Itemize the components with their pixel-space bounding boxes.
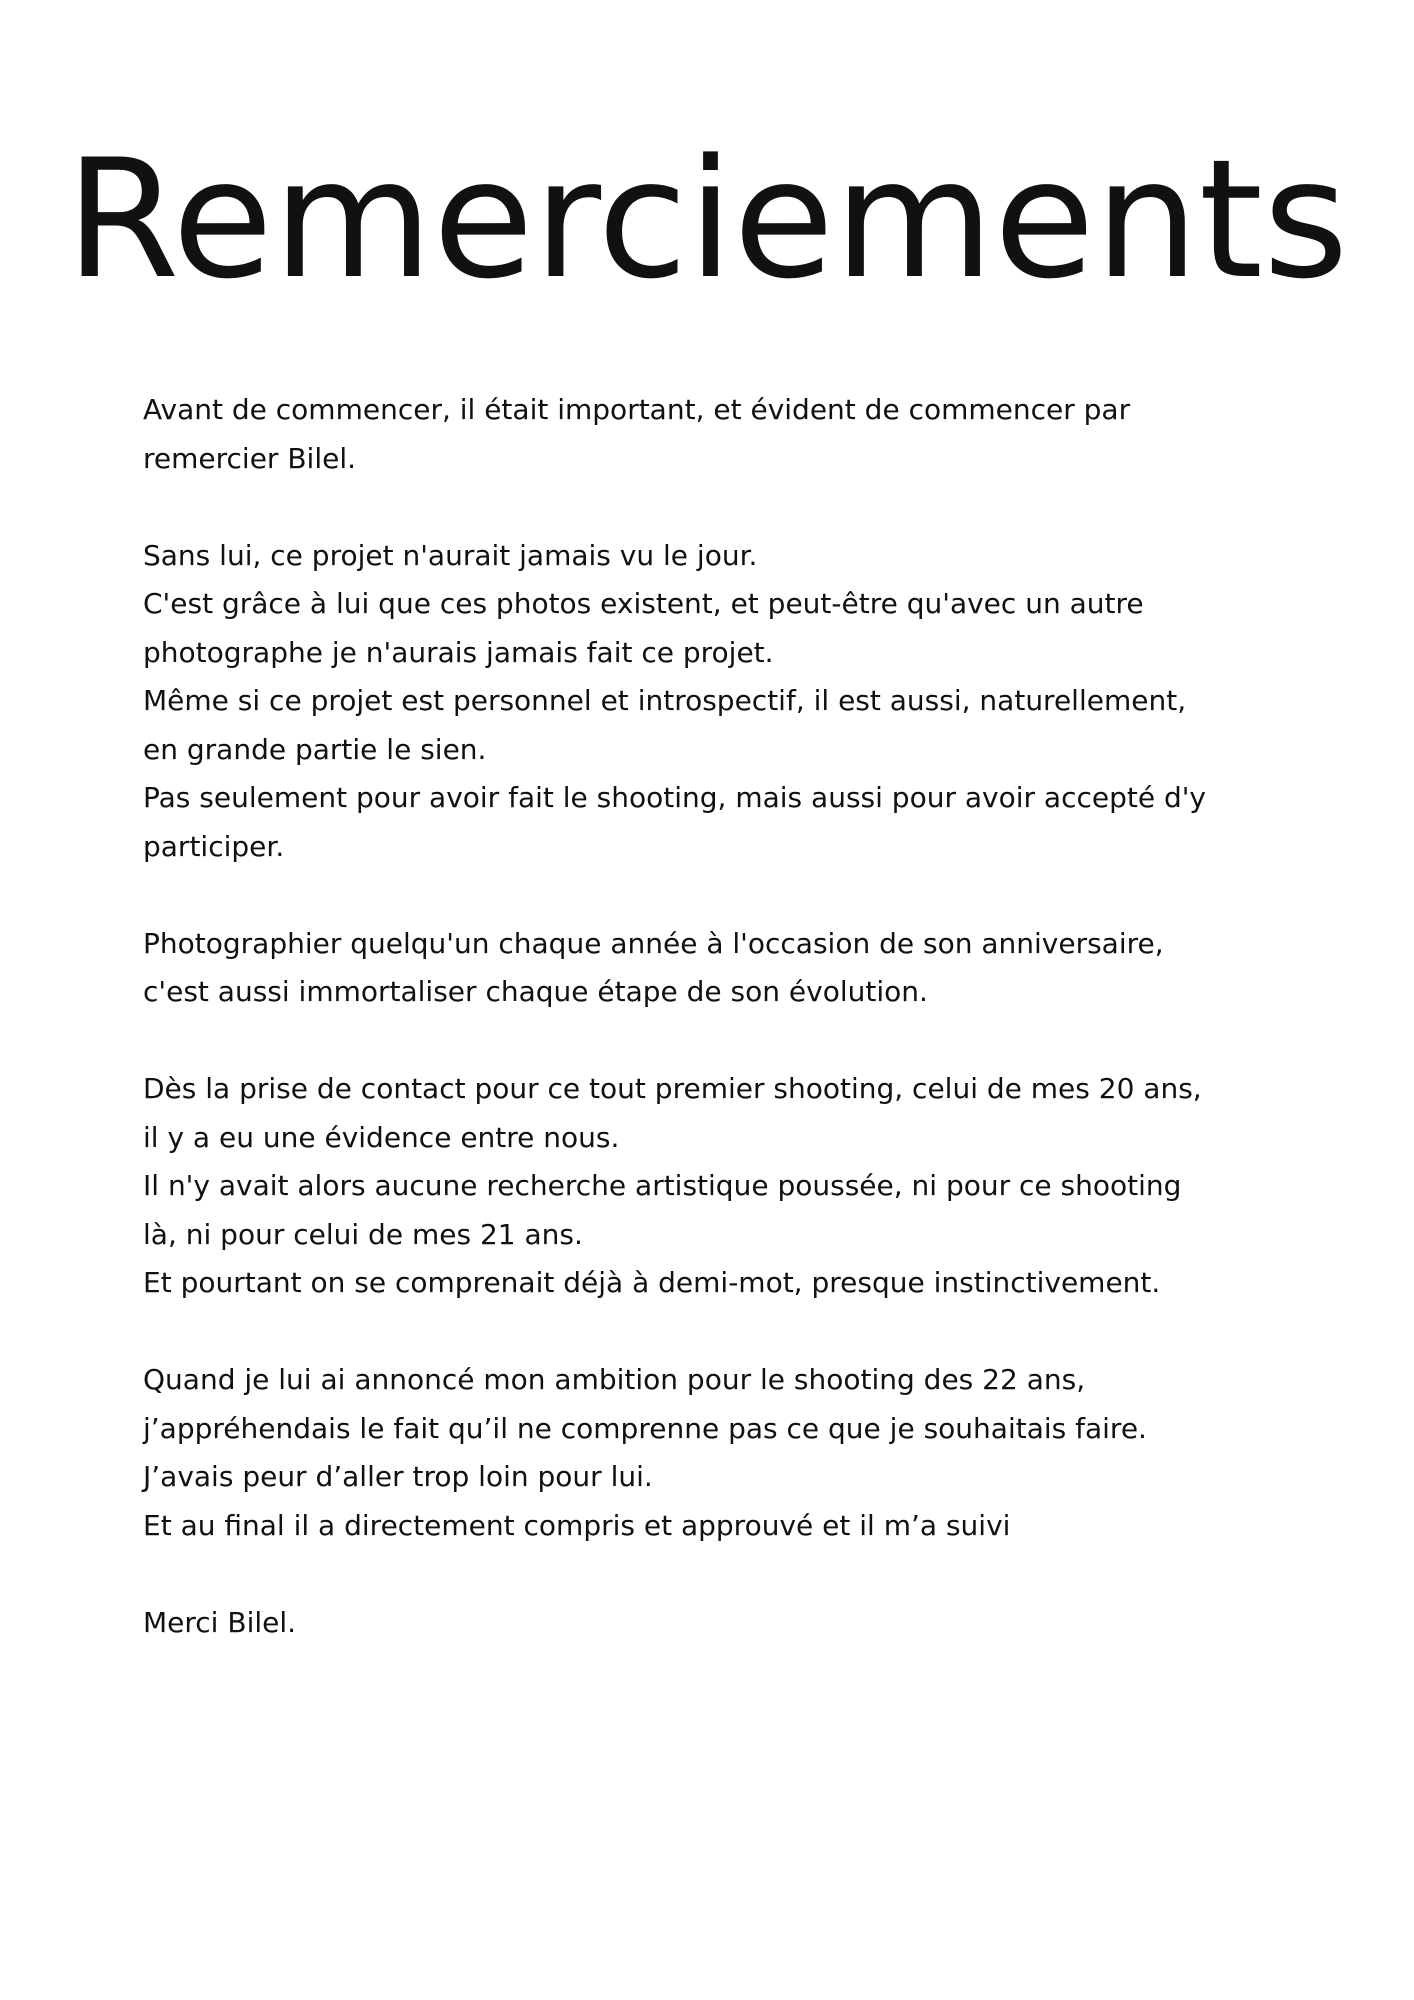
text-line: C'est grâce à lui que ces photos existent, et peut-être qu'avec un autre (143, 587, 1144, 620)
text-line: Même si ce projet est personnel et introspectif, il est aussi, naturellement, (143, 684, 1187, 717)
paragraph-project (143, 532, 1323, 872)
page-title: Remerciements (65, 124, 1349, 315)
text-line: Et pourtant on se comprenait déjà à demi-mot, presque instinctivement. (143, 1266, 1161, 1299)
text-line: en grande partie le sien. (143, 732, 487, 766)
paragraph-anniversary (143, 920, 1323, 1017)
text-line: il y a eu une évidence entre nous. (143, 1120, 620, 1154)
text-line: là, ni pour celui de mes 21 ans. (143, 1217, 583, 1251)
text-line: J’avais peur d’aller trop loin pour lui. (143, 1460, 653, 1493)
text-line: c'est aussi immortaliser chaque étape de son évolution. (143, 975, 928, 1008)
text-line: remercier Bilel. (143, 441, 357, 475)
text-line: participer. (143, 829, 285, 863)
text-line: Photographier quelqu'un chaque année à l'occasion de son anniversaire, (143, 926, 1164, 960)
text-line: photographe je n'aurais jamais fait ce projet. (143, 635, 774, 669)
paragraph-first-shooting (143, 1065, 1323, 1308)
text-line: Pas seulement pour avoir fait le shooting, mais aussi pour avoir accepté d'y (143, 781, 1207, 814)
text-line: j’appréhendais le fait qu’il ne comprenne pas ce que je souhaitais faire. (143, 1411, 1147, 1445)
document-body (143, 386, 1323, 1696)
paragraph-ambition (143, 1356, 1323, 1550)
text-line: Avant de commencer, il était important, et évident de commencer par (143, 393, 1131, 426)
paragraph-closing (143, 1599, 1323, 1648)
text-line: Il n'y avait alors aucune recherche artistique poussée, ni pour ce shooting (143, 1169, 1182, 1202)
text-line: Quand je lui ai annoncé mon ambition pour le shooting des 22 ans, (143, 1363, 1086, 1396)
text-line: Merci Bilel. (143, 1605, 297, 1639)
paragraph-intro (143, 386, 1323, 483)
text-line: Sans lui, ce projet n'aurait jamais vu le jour. (143, 538, 758, 572)
text-line: Dès la prise de contact pour ce tout premier shooting, celui de mes 20 ans, (143, 1072, 1202, 1105)
text-line: Et au final il a directement compris et approuvé et il m’a suivi (143, 1508, 1011, 1542)
